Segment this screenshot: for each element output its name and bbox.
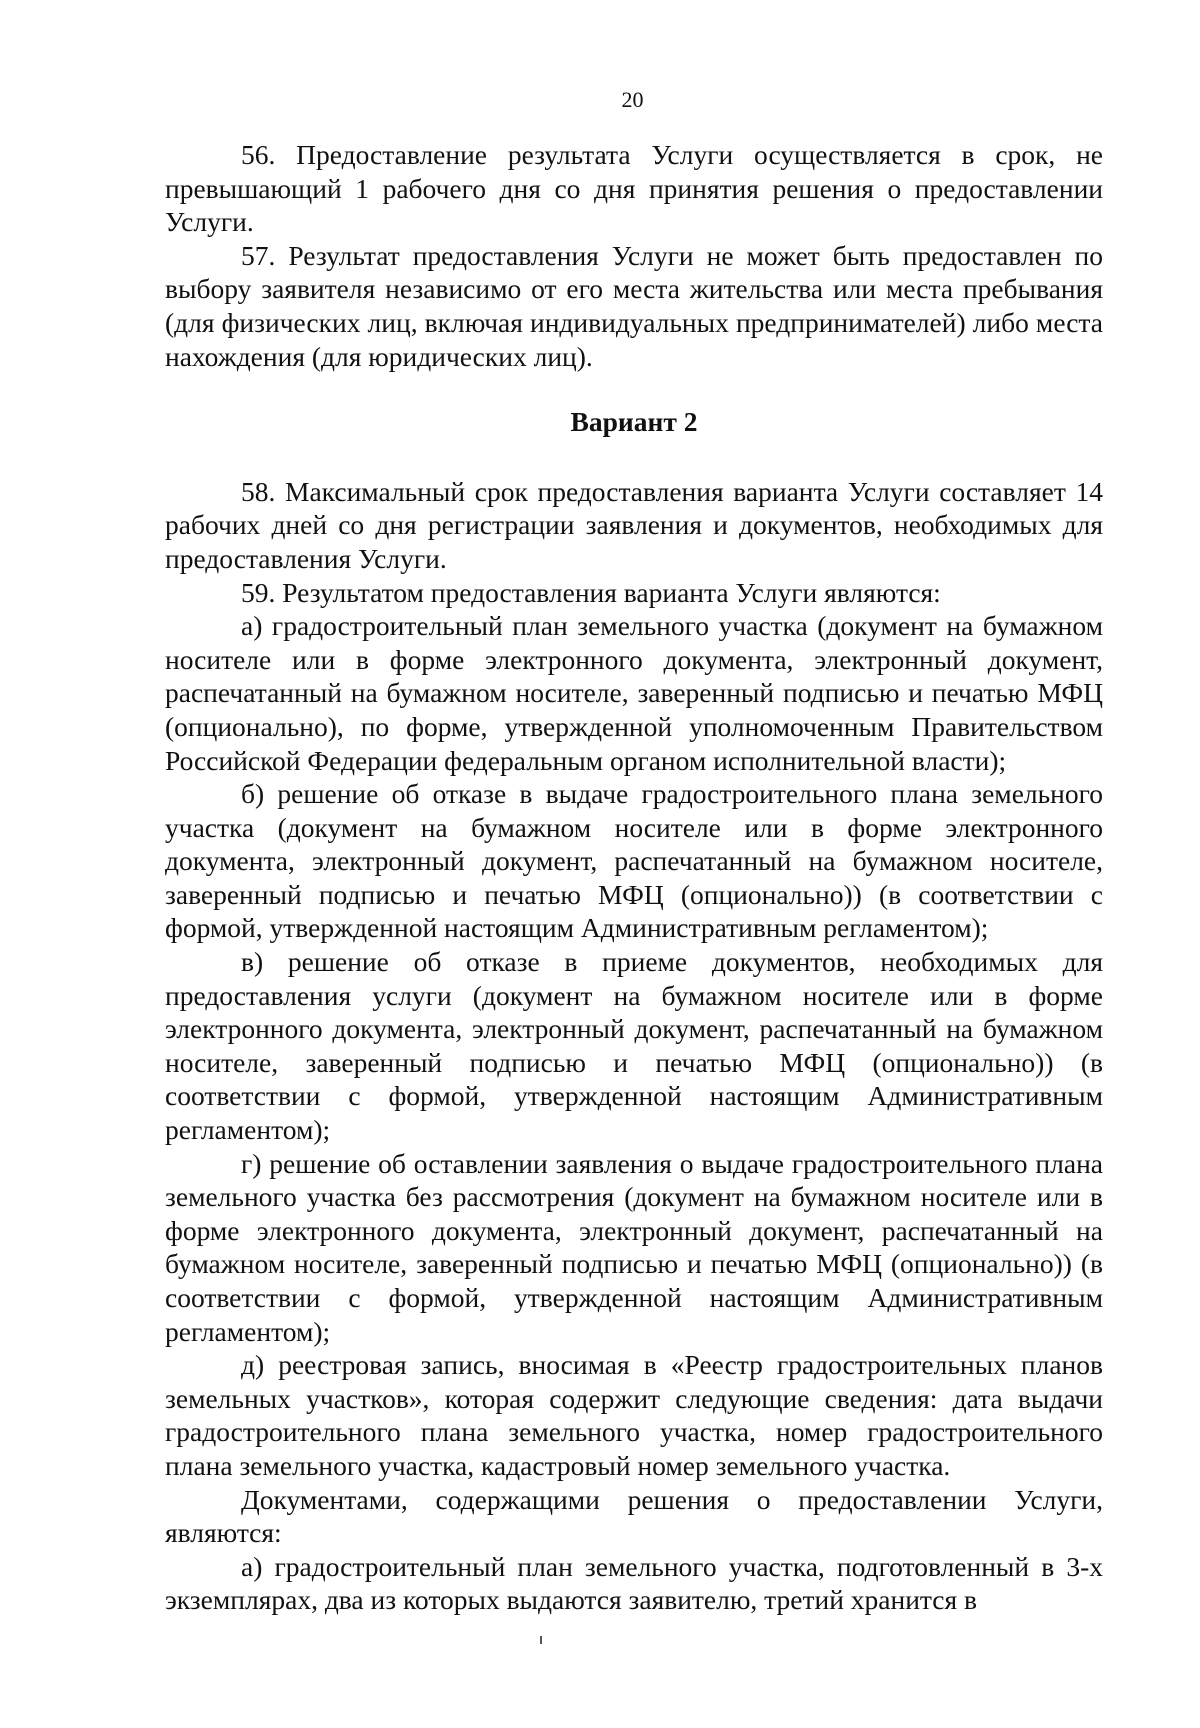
scan-speck (540, 1636, 542, 1644)
list-item-d: д) реестровая запись, вносимая в «Реестр градостроительных планов земельных участков», которая содержит следующие сведения: дата выдачи градостроительного плана земельного участка, номер градостроительного плана земельного участка, кадастровый номер земельного участка. (165, 1349, 1103, 1481)
page-number: 20 (621, 87, 644, 112)
list-item-a: а) градостроительный план земельного участка (документ на бумажном носителе или в форме электронного документа, электронный документ, распечатанный на бумажном носителе, заверенный подписью и печатью МФЦ (опционально), по форме, утвержденной уполномоченным Правительством Российской Федерации федеральным органом исполнительной власти); (165, 610, 1103, 776)
list-item-b: б) решение об отказе в выдаче градостроительного плана земельного участка (документ на бумажном носителе или в форме электронного документа, электронный документ, распечатанный на бумажном носителе, заверенный подписью и печатью МФЦ (опционально)) (в соответствии с формой, утвержденной настоящим Административным регламентом); (165, 778, 1103, 944)
paragraph-57: 57. Результат предоставления Услуги не может быть предоставлен по выбору заявителя независимо от его места жительства или места пребывания (для физических лиц, включая индивидуальных предпринимателей) либо места нахождения (для юридических лиц). (165, 239, 1103, 372)
paragraph-56: 56. Предоставление результата Услуги осуществляется в срок, не превышающий 1 рабочего дня со дня принятия решения о предоставлении Услуги. (165, 139, 1103, 238)
document-body (165, 138, 1103, 1617)
list-item-g: г) решение об оставлении заявления о выдаче градостроительного плана земельного участка без рассмотрения (документ на бумажном носителе или в форме электронного документа, электронный документ, распечатанный на бумажном носителе, заверенный подписью и печатью МФЦ (опционально)) (в соответствии с формой, утвержденной настоящим Административным регламентом); (165, 1147, 1103, 1347)
list-item-v: в) решение об отказе в приеме документов, необходимых для предоставления услуги (документ на бумажном носителе или в форме электронного документа, электронный документ, распечатанный на бумажном носителе, заверенный подписью и печатью МФЦ (опционально)) (в соответствии с формой, утвержденной настоящим Административным регламентом); (165, 946, 1103, 1146)
paragraph-58: 58. Максимальный срок предоставления варианта Услуги составляет 14 рабочих дней со дня регистрации заявления и документов, необходимых для предоставления Услуги. (165, 475, 1103, 574)
paragraph-59: 59. Результатом предоставления варианта Услуги являются: (241, 576, 941, 608)
documents-item-a: а) градостроительный план земельного участка, подготовленный в 3-х экземплярах, два из которых выдаются заявителю, третий хранится в (165, 1550, 1103, 1616)
section-heading: Вариант 2 (570, 406, 698, 438)
paragraph-documents: Документами, содержащими решения о предоставлении Услуги, являются: (165, 1483, 1103, 1549)
